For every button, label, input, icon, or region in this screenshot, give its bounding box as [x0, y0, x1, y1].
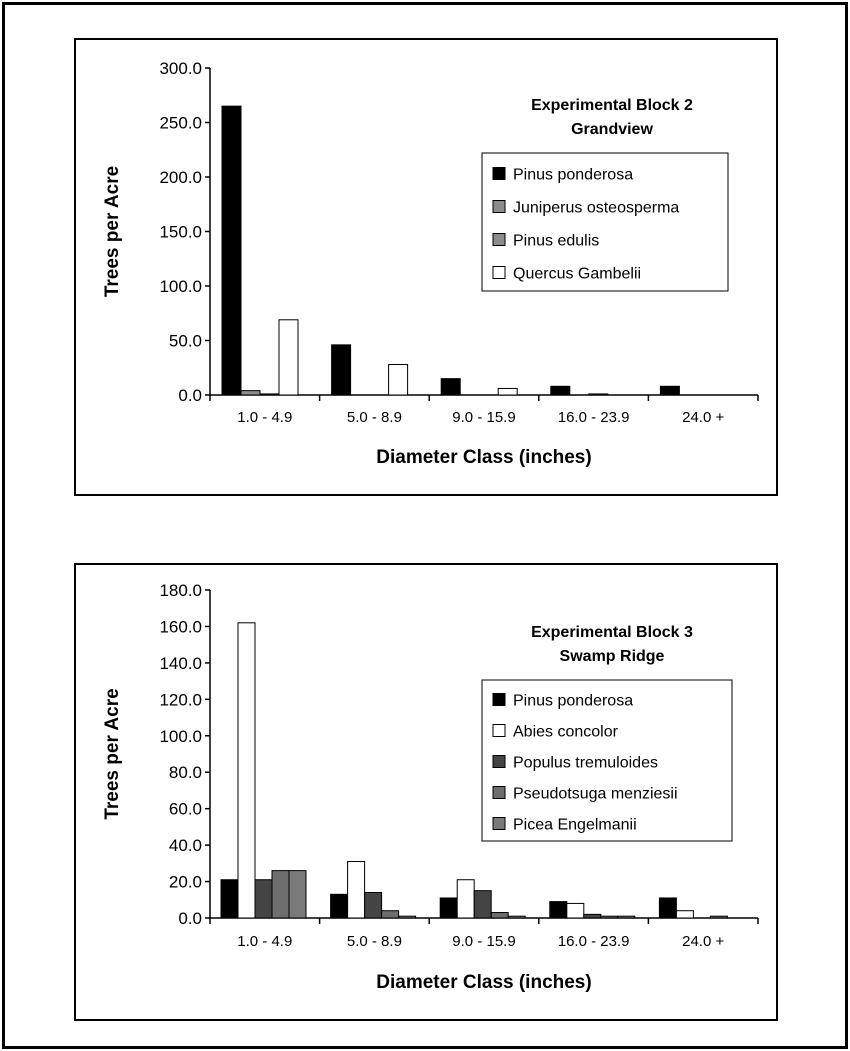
chart2-legend-label-populus-tremuloides: Populus tremuloides [513, 754, 658, 772]
chart2-x-axis-title: Diameter Class (inches) [376, 972, 592, 993]
chart2-x-tick-label: 9.0 - 15.9 [452, 933, 516, 950]
chart1-y-tick-label: 250.0 [159, 113, 202, 133]
chart1-legend-swatch-juniperus-osteosperma [493, 201, 505, 213]
chart2-x-tick-label: 16.0 - 23.9 [557, 933, 630, 950]
chart2-legend-swatch-picea-engelmanii [493, 818, 505, 830]
chart2-x-tick-label: 5.0 - 8.9 [346, 933, 402, 950]
chart1-bar-pinus-ponderosa-4 [551, 386, 570, 395]
chart2-bar-populus-tremuloides-1 [255, 880, 272, 918]
chart2-y-tick-label: 160.0 [159, 617, 202, 637]
chart1-bar-pinus-edulis-4 [589, 394, 608, 395]
chart2-legend-swatch-pseudotsuga-menziesii [493, 787, 505, 799]
chart1-x-tick-label: 1.0 - 4.9 [237, 409, 293, 426]
chart1-bar-pinus-ponderosa-3 [441, 379, 460, 395]
chart2-legend-label-picea-engelmanii: Picea Engelmanii [513, 816, 637, 834]
chart1-legend-label-quercus-gambelii: Quercus Gambelii [513, 265, 642, 283]
chart1-x-tick-label: 9.0 - 15.9 [452, 409, 516, 426]
chart2-legend-swatch-pinus-ponderosa [493, 694, 505, 706]
chart1-legend-label-juniperus-osteosperma: Juniperus osteosperma [513, 199, 680, 217]
chart2-bar-abies-concolor-1 [238, 623, 255, 918]
chart1-bar-pinus-ponderosa-1 [222, 106, 241, 395]
chart1-title-line: Grandview [571, 121, 653, 138]
chart2-y-tick-label: 80.0 [168, 763, 202, 783]
chart2-y-tick-label: 140.0 [159, 653, 202, 673]
chart2-bar-abies-concolor-2 [348, 862, 365, 918]
chart2-bar-abies-concolor-3 [457, 880, 474, 918]
chart1-y-tick-label: 200.0 [159, 168, 202, 187]
chart1-legend-label-pinus-ponderosa: Pinus ponderosa [513, 166, 634, 184]
chart2-y-tick-label: 0.0 [178, 909, 202, 928]
chart2-legend-swatch-populus-tremuloides [493, 756, 505, 768]
chart2-bar-populus-tremuloides-3 [474, 891, 491, 918]
chart2-bar-pinus-ponderosa-4 [550, 902, 567, 918]
chart1-legend-swatch-pinus-ponderosa [493, 168, 505, 180]
chart2-y-tick-label: 20.0 [168, 872, 202, 892]
chart1-x-axis-title: Diameter Class (inches) [376, 447, 592, 468]
chart1-y-axis-title: Trees per Acre [102, 165, 123, 298]
chart1-bar-quercus-gambelii-3 [498, 388, 517, 395]
chart2-bar-picea-engelmanii-4 [618, 916, 635, 918]
chart1-y-tick-label: 300.0 [159, 59, 202, 78]
chart1-bar-quercus-gambelii-2 [389, 364, 408, 395]
chart2-legend-label-abies-concolor: Abies concolor [513, 723, 618, 741]
chart1-y-tick-label: 100.0 [159, 277, 202, 296]
chart1-bar-juniperus-osteosperma-1 [241, 391, 260, 395]
chart1-bar-pinus-edulis-1 [260, 394, 279, 395]
chart1-bar-quercus-gambelii-1 [279, 320, 298, 395]
chart2-bar-picea-engelmanii-2 [399, 916, 416, 918]
chart2-bar-pinus-ponderosa-5 [659, 898, 676, 918]
chart2-y-tick-label: 180.0 [159, 581, 202, 600]
chart1-bar-pinus-ponderosa-2 [332, 345, 351, 395]
chart2-x-tick-label: 24.0 + [682, 933, 725, 950]
chart1-legend-swatch-pinus-edulis [493, 234, 505, 246]
chart2-y-tick-label: 100.0 [159, 726, 202, 746]
chart2-y-tick-label: 120.0 [159, 690, 202, 710]
chart2-bar-pseudotsuga-menziesii-3 [491, 913, 508, 918]
chart1-y-tick-label: 50.0 [168, 331, 202, 351]
chart2-y-tick-label: 60.0 [168, 799, 202, 819]
chart2-bar-pseudotsuga-menziesii-5 [710, 916, 727, 918]
chart2-legend-label-pseudotsuga-menziesii: Pseudotsuga menziesii [513, 785, 678, 803]
chart2-x-tick-label: 1.0 - 4.9 [237, 933, 293, 950]
chart2-bar-pinus-ponderosa-2 [331, 894, 348, 918]
chart2-y-axis-title: Trees per Acre [102, 688, 123, 820]
chart2-bar-populus-tremuloides-4 [584, 914, 601, 918]
chart2-legend-label-pinus-ponderosa: Pinus ponderosa [513, 692, 634, 710]
chart2-title-line: Experimental Block 3 [531, 624, 693, 641]
chart2-legend-swatch-abies-concolor [493, 725, 505, 737]
chart1-x-tick-label: 5.0 - 8.9 [346, 409, 402, 426]
chart2-bar-picea-engelmanii-1 [289, 871, 306, 918]
chart2-bar-pseudotsuga-menziesii-1 [272, 871, 289, 918]
chart1-legend-swatch-quercus-gambelii [493, 267, 505, 279]
chart1-y-tick-label: 0.0 [178, 386, 202, 405]
chart1-title-line: Experimental Block 2 [531, 97, 693, 114]
chart1-x-tick-label: 24.0 + [682, 409, 725, 426]
chart1-x-tick-label: 16.0 - 23.9 [557, 409, 630, 426]
chart1-y-tick-label: 150.0 [159, 222, 202, 242]
chart2-y-tick-label: 40.0 [168, 836, 202, 856]
chart2-bar-abies-concolor-5 [676, 911, 693, 918]
chart1-legend-label-pinus-edulis: Pinus edulis [513, 232, 600, 250]
chart1-bar-pinus-ponderosa-5 [660, 386, 679, 395]
chart2-bar-pseudotsuga-menziesii-4 [601, 916, 618, 918]
chart2-bar-picea-engelmanii-3 [508, 916, 525, 918]
chart2-bar-abies-concolor-4 [567, 903, 584, 918]
chart2-title-line: Swamp Ridge [559, 648, 665, 665]
chart2-bar-pinus-ponderosa-1 [221, 880, 238, 918]
chart2-bar-pinus-ponderosa-3 [440, 898, 457, 918]
chart2-bar-pseudotsuga-menziesii-2 [382, 911, 399, 918]
chart2-bar-populus-tremuloides-2 [365, 892, 382, 918]
